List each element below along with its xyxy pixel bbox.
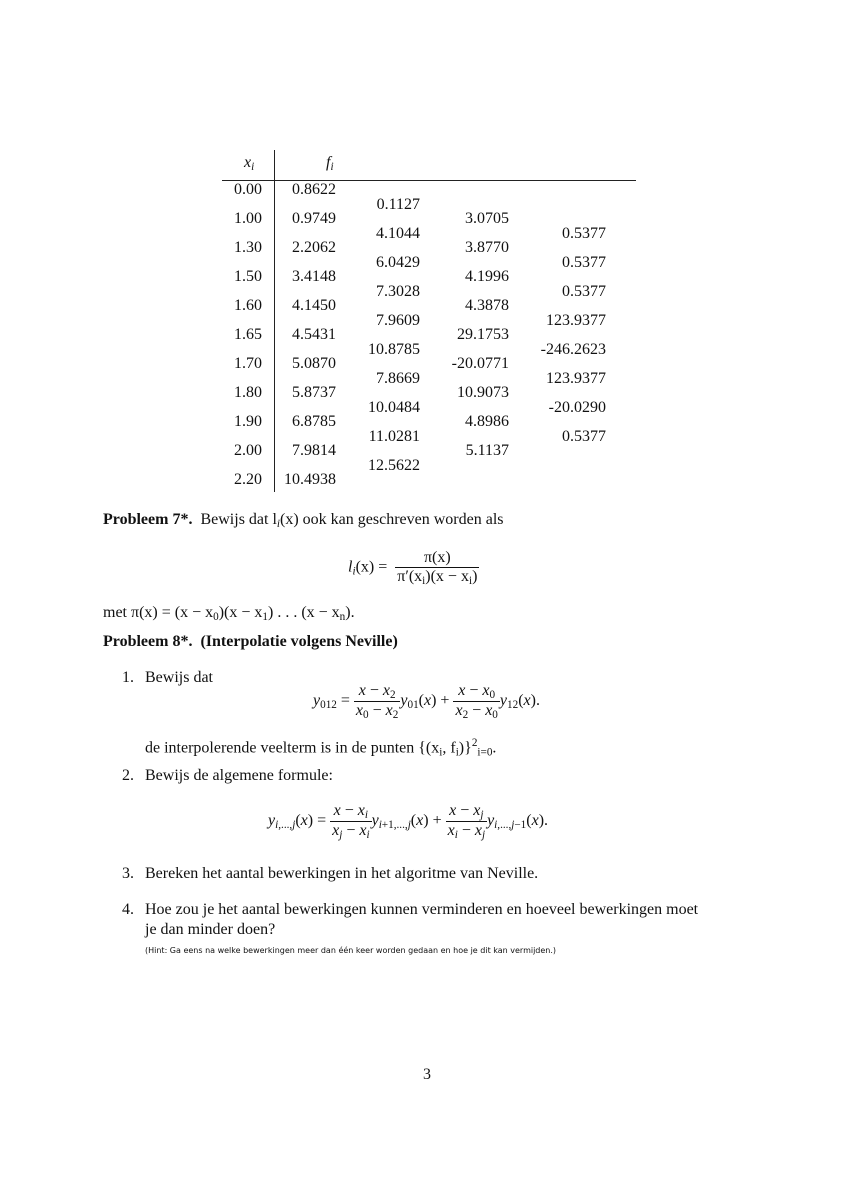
problem-7-heading: Probleem 7*.	[103, 511, 193, 528]
item-2-formula: $y_{i,...,j}(x)$ = $\frac{x - x_i}{x_j - x_i}$ $y_{i+1,...,j}(x)$ + $\frac{x - x_j}{x_i - x_j}$ $y_{i,...,j-1}(x)$.	[268, 802, 549, 841]
header-x: $x_i$	[244, 154, 255, 173]
table-cell-d2: 29.1753	[457, 326, 509, 343]
table-cell-f: 10.4938	[284, 471, 336, 488]
table-cell-d3: -20.0290	[548, 398, 606, 416]
table-cell-d3: 0.5377	[562, 253, 606, 271]
table-cell-d1: 0.1127	[376, 195, 420, 213]
table-cell-d1: 12.5622	[368, 456, 420, 474]
item-3-text: Bereken het aantal bewerkingen in het algoritme van Neville.	[145, 865, 539, 882]
header-f: $f_i$	[326, 154, 334, 173]
item-4-number: 4.	[122, 901, 134, 918]
table-cell-d1: 6.0429	[376, 253, 420, 271]
table-cell-d2: 5.1137	[465, 442, 509, 459]
table-cell-d1: 7.8669	[376, 369, 420, 387]
item-3-number: 3.	[122, 865, 134, 882]
table-header-rule	[222, 180, 636, 181]
table-cell-d2: 3.0705	[465, 210, 509, 227]
table-cell-d1: 7.3028	[376, 282, 420, 300]
table-cell-x: 1.60	[234, 297, 262, 314]
table-cell-d2: -20.0771	[451, 355, 509, 372]
table-cell-f: 4.1450	[292, 297, 336, 314]
table-cell-x: 2.00	[234, 442, 262, 459]
divided-difference-table	[222, 150, 636, 495]
table-cell-d3: 0.5377	[562, 282, 606, 300]
table-cell-d2: 4.1996	[465, 268, 509, 285]
problem-7-pi-definition: met $\pi(x) = (x - x_0)(x - x_1)$ . . . $(x - x_n)$.	[103, 604, 355, 623]
table-cell-x: 0.00	[234, 181, 262, 198]
table-cell-x: 1.70	[234, 355, 262, 372]
table-cell-d3: -246.2623	[540, 340, 606, 358]
table-cell-d2: 4.8986	[465, 413, 509, 430]
item-1-after: de interpolerende veelterm is in de punten {($x_i$, $f_i)\}^2_{i=0}$.	[145, 737, 497, 759]
table-cell-f: 3.4148	[292, 268, 336, 285]
table-cell-x: 1.80	[234, 384, 262, 401]
item-2-text: Bewijs de algemene formule:	[145, 767, 333, 784]
item-1-text: Bewijs dat	[145, 669, 213, 686]
table-cell-f: 2.2062	[292, 239, 336, 256]
table-cell-d3: 0.5377	[562, 224, 606, 242]
problem-7-formula: $l_i(x)$ = $\frac{\pi(x)}{\pi'(x_i)(x - x_i)}$	[348, 549, 478, 587]
item-4-text-line1: Hoe zou je het aantal bewerkingen kunnen verminderen en hoeveel bewerkingen moet	[145, 901, 699, 918]
table-cell-f: 0.8622	[292, 181, 336, 198]
table-cell-x: 2.20	[234, 471, 262, 488]
item-1-number: 1.	[122, 669, 134, 686]
table-cell-f: 4.5431	[292, 326, 336, 343]
table-cell-d3: 0.5377	[562, 427, 606, 445]
page-number: 3	[423, 1066, 431, 1083]
table-cell-d1: 4.1044	[376, 224, 420, 242]
item-1-formula: $y_{012}$ = $\frac{x - x_2}{x_0 - x_2}$ $y_{01}(x)$ + $\frac{x - x_0}{x_2 - x_0}$ $y_{12}(x)$.	[313, 682, 540, 721]
table-cell-d1: 11.0281	[368, 427, 420, 445]
item-4-text-line2: je dan minder doen?	[145, 921, 276, 938]
table-cell-f: 7.9814	[292, 442, 336, 459]
table-cell-x: 1.90	[234, 413, 262, 430]
problem-8-heading: Probleem 8*. (Interpolatie volgens Neville)	[103, 633, 398, 650]
table-cell-d1: 10.0484	[368, 398, 420, 416]
table-cell-d3: 123.9377	[546, 311, 606, 329]
problem-7-statement: Probleem 7*. Bewijs dat $l_i(x)$ ook kan geschreven worden als	[103, 511, 504, 530]
table-cell-f: 5.8737	[292, 384, 336, 401]
table-cell-f: 5.0870	[292, 355, 336, 372]
table-cell-d2: 10.9073	[457, 384, 509, 401]
table-cell-x: 1.00	[234, 210, 262, 227]
table-cell-x: 1.65	[234, 326, 262, 343]
table-cell-d3: 123.9377	[546, 369, 606, 387]
table-cell-f: 6.8785	[292, 413, 336, 430]
table-cell-x: 1.50	[234, 268, 262, 285]
item-2-number: 2.	[122, 767, 134, 784]
table-cell-x: 1.30	[234, 239, 262, 256]
table-cell-d1: 10.8785	[368, 340, 420, 358]
table-cell-d2: 3.8770	[465, 239, 509, 256]
hint-text: (Hint: Ga eens na welke bewerkingen meer dan één keer worden gedaan en hoe je dit kan vermijden.)	[145, 946, 557, 955]
table-cell-d1: 7.9609	[376, 311, 420, 329]
table-cell-f: 0.9749	[292, 210, 336, 227]
table-cell-d2: 4.3878	[465, 297, 509, 314]
table-column-rule	[274, 150, 275, 492]
